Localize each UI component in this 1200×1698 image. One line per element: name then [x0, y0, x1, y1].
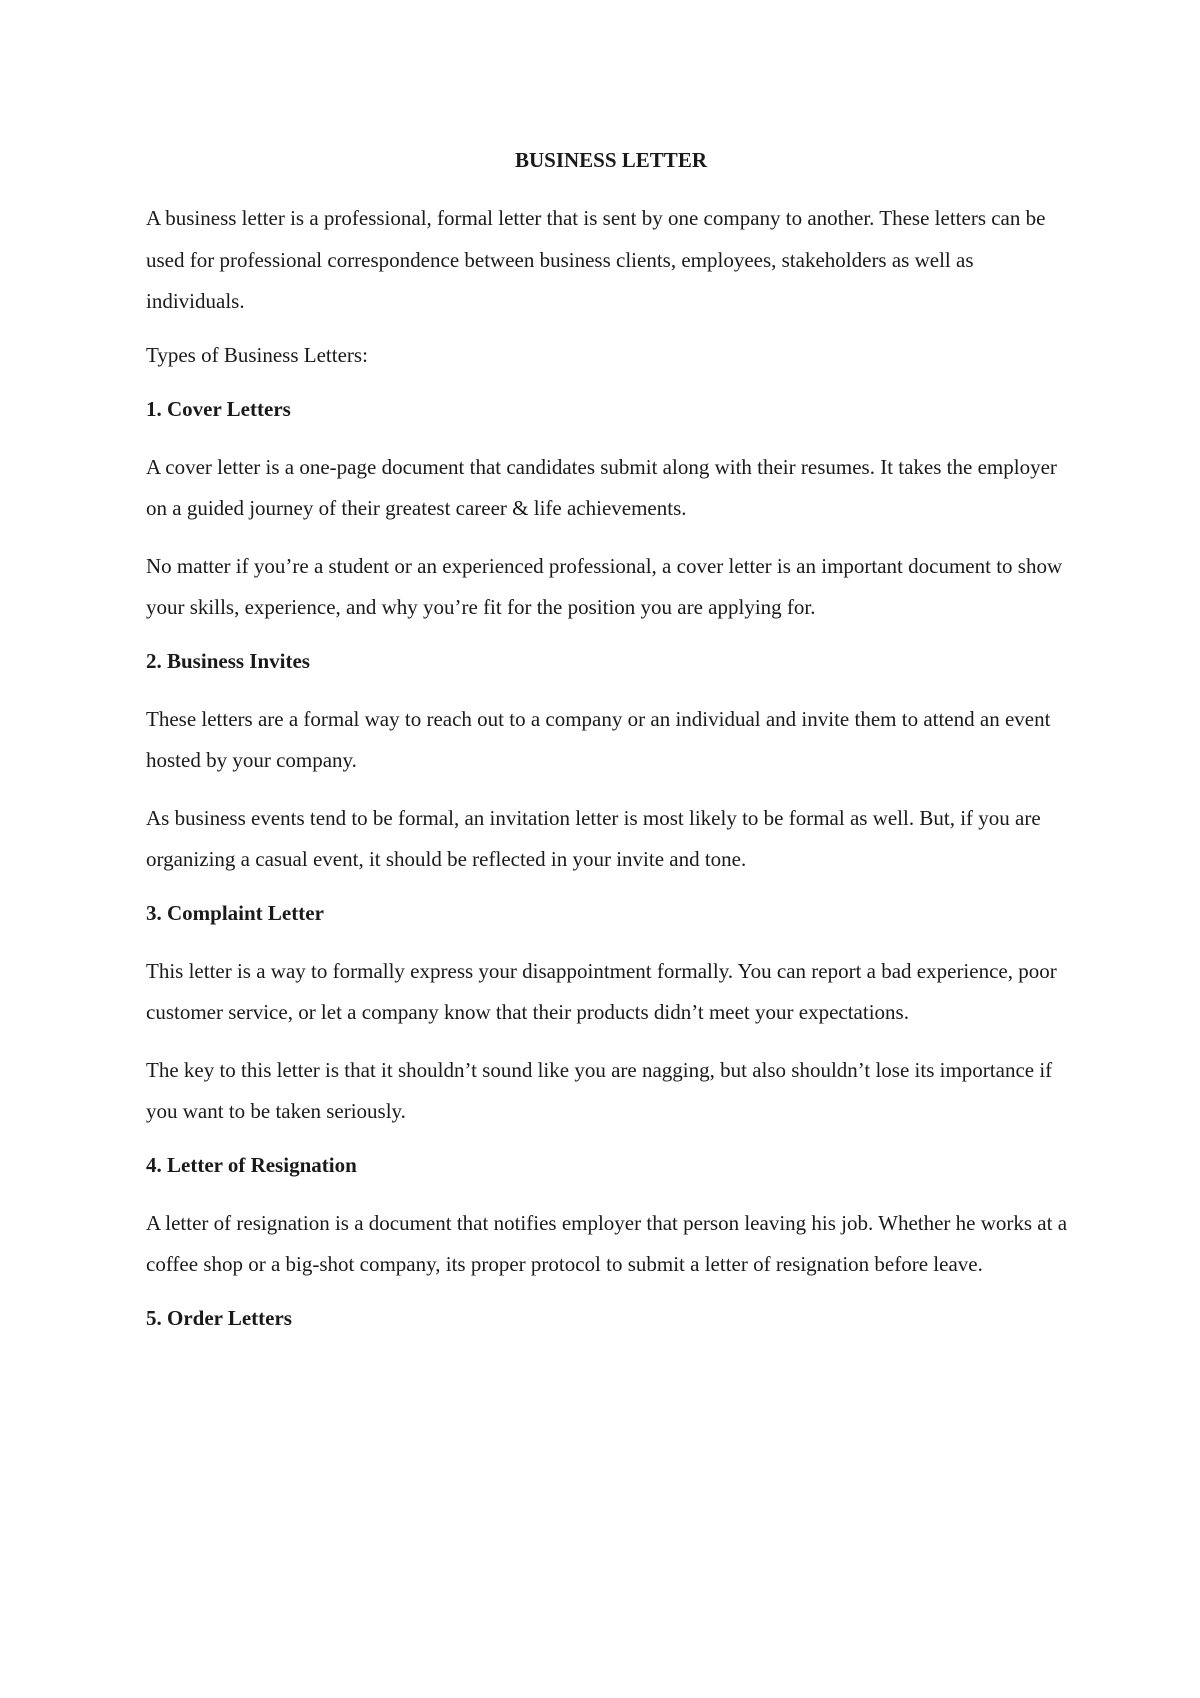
section-paragraph: A letter of resignation is a document that notifies employer that person leaving his job. Whether he works at a coffee shop or a big-shot company, its proper protocol to submit a letter of resignation before leave.	[146, 1210, 1068, 1276]
section-heading: 3. Complaint Letter	[146, 900, 324, 925]
document-content	[146, 144, 1076, 1356]
section-heading: 2. Business Invites	[146, 648, 310, 673]
types-label: Types of Business Letters:	[146, 342, 368, 367]
document-title: BUSINESS LETTER	[514, 148, 707, 172]
intro-paragraph: A business letter is a professional, formal letter that is sent by one company to another. These letters can be used for professional correspondence between business clients, employees, stakeholders as well as individuals.	[146, 206, 1046, 313]
section-cover-letters	[146, 393, 1076, 629]
section-heading: 5. Order Letters	[146, 1305, 292, 1330]
section-heading: 4. Letter of Resignation	[146, 1152, 357, 1177]
section-paragraph: No matter if you’re a student or an experienced professional, a cover letter is an important document to show your skills, experience, and why you’re fit for the position you are applying for.	[146, 553, 1063, 619]
section-paragraph: The key to this letter is that it shouldn’t sound like you are nagging, but also shouldn’t lose its importance if you want to be taken seriously.	[146, 1057, 1053, 1123]
section-business-invites	[146, 645, 1076, 881]
section-paragraph: These letters are a formal way to reach out to a company or an individual and invite them to attend an event hosted by your company.	[146, 706, 1051, 772]
section-heading: 1. Cover Letters	[146, 396, 291, 421]
section-order-letters	[146, 1302, 1076, 1334]
section-complaint-letter	[146, 897, 1076, 1133]
section-paragraph: As business events tend to be formal, an invitation letter is most likely to be formal as well. But, if you are organizing a casual event, it should be reflected in your invite and tone.	[146, 805, 1041, 871]
section-paragraph: This letter is a way to formally express your disappointment formally. You can report a bad experience, poor customer service, or let a company know that their products didn’t meet your expectations.	[146, 958, 1057, 1024]
section-paragraph: A cover letter is a one-page document that candidates submit along with their resumes. It takes the employer on a guided journey of their greatest career & life achievements.	[146, 454, 1057, 520]
section-letter-of-resignation	[146, 1149, 1076, 1286]
